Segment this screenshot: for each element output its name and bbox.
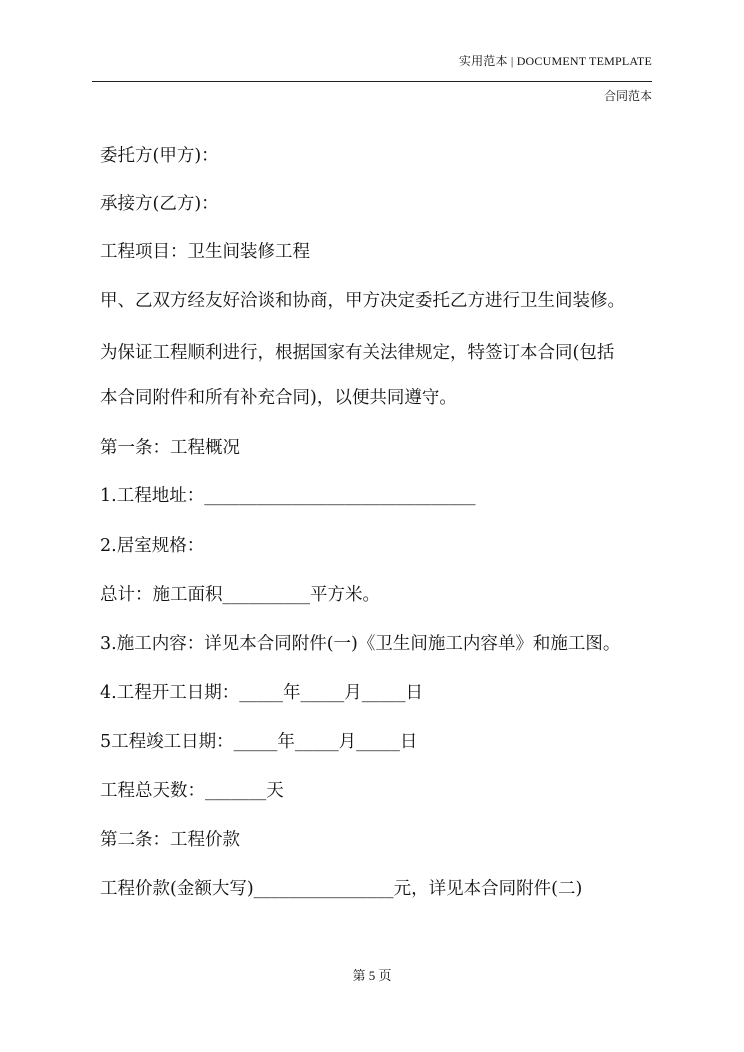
article-one-heading: 第一条：工程概况	[100, 438, 240, 458]
header-subtitle: 合同范本	[603, 89, 652, 103]
contract-price: 工程价款(金额大写)________________元，详见本合同附件(二)	[100, 879, 583, 899]
page-number: 第 5 页	[352, 968, 392, 983]
completion-date: 5工程竣工日期：_____年_____月_____日	[100, 732, 418, 752]
total-days: 工程总天数：_______天	[100, 781, 284, 801]
paragraph-line: 为保证工程顺利进行，根据国家有关法律规定，特签订本合同(包括	[100, 343, 615, 363]
construction-area: 总计：施工面积__________平方米。	[100, 585, 380, 605]
construction-content: 3.施工内容：详见本合同附件(一)《卫生间施工内容单》和施工图。	[100, 634, 621, 654]
article-two-heading: 第二条：工程价款	[100, 830, 240, 850]
paragraph-line: 本合同附件和所有补充合同)，以便共同遵守。	[100, 388, 457, 408]
header-title: 实用范本 | DOCUMENT TEMPLATE	[458, 54, 652, 68]
paragraph-line: 甲、乙双方经友好洽谈和协商，甲方决定委托乙方进行卫生间装修。	[100, 291, 625, 311]
clause-party-a: 委托方(甲方)：	[100, 146, 219, 166]
project-address: 1.工程地址：_______________________________	[100, 486, 476, 506]
room-spec: 2.居室规格：	[100, 536, 205, 556]
clause-party-b: 承接方(乙方)：	[100, 194, 219, 214]
header-divider	[92, 81, 652, 82]
clause-project: 工程项目：卫生间装修工程	[100, 242, 310, 262]
start-date: 4.工程开工日期：_____年_____月_____日	[100, 683, 423, 703]
